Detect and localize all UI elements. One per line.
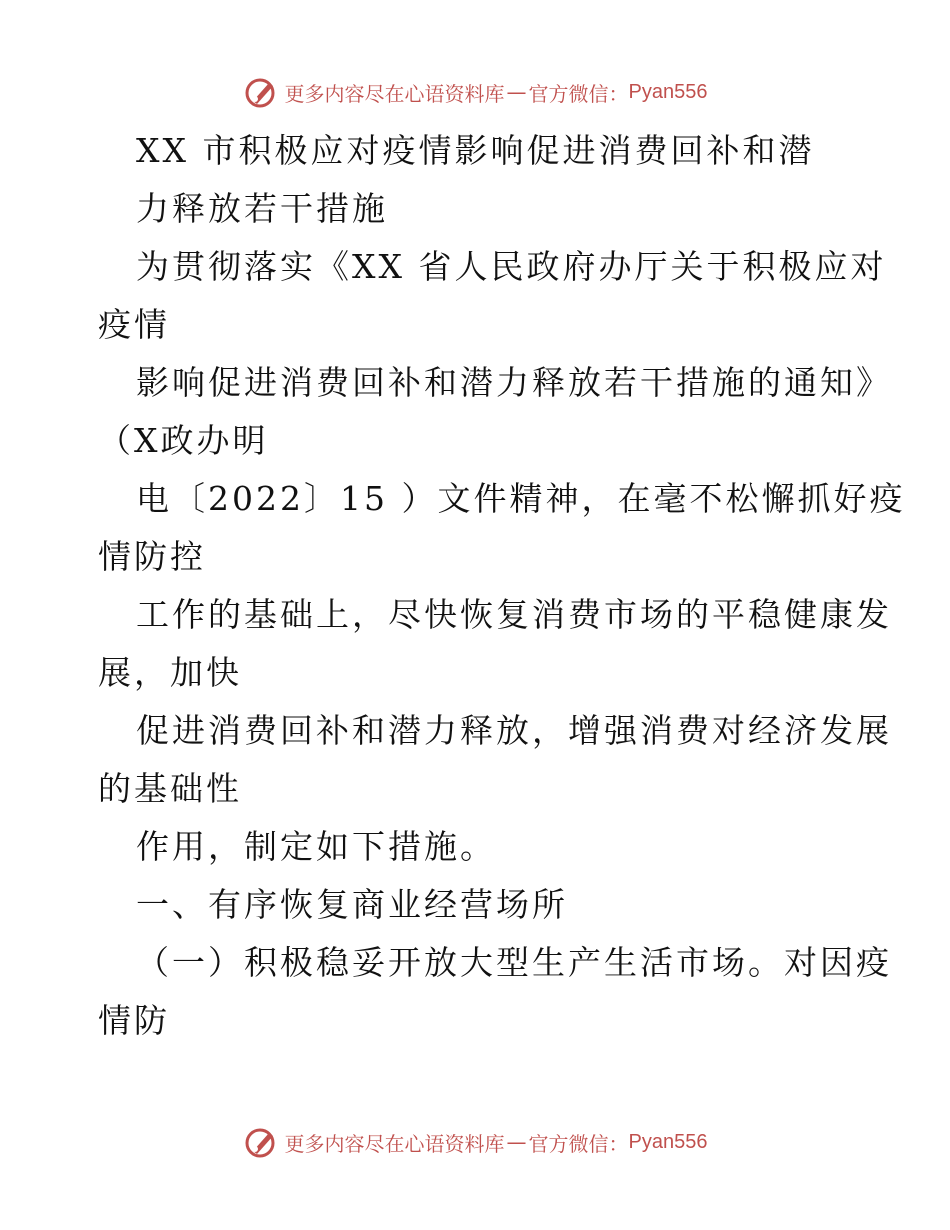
section-heading: 一、有序恢复商业经营场所 [136,885,568,924]
paragraph-line: 为贯彻落实《XX 省人民政府办厅关于积极应对 [136,247,887,286]
title-line-2: 力释放若干措施 [136,189,388,228]
title-line-1: XX 市积极应对疫情影响促进消费回补和潜 [136,131,815,170]
paragraph-line: 展，加快 [98,653,242,692]
pen-logo-icon [243,74,279,110]
pen-logo-icon [243,1124,279,1160]
watermark-label: 官方微信： [528,1131,629,1156]
watermark-id: Pyan556 [628,80,708,103]
paragraph-line: 情防 [98,1001,170,1040]
paragraph-line: 工作的基础上，尽快恢复消费市场的平稳健康发 [136,595,892,634]
paragraph-line: 影响促进消费回补和潜力释放若干措施的通知》 [136,363,892,402]
watermark-separator: — [506,1130,527,1154]
watermark-brand: 更多内容尽在心语资料库 [284,1131,505,1156]
paragraph-line: 促进消费回补和潜力释放，增强消费对经济发展 [136,711,892,750]
paragraph-line: 电〔2022〕15 ）文件精神，在毫不松懈抓好疫 [136,479,906,518]
watermark-separator: — [506,80,527,104]
header-watermark [0,74,950,110]
watermark-id: Pyan556 [628,1130,708,1153]
paragraph-line: 疫情 [98,305,170,344]
paragraph-line: （X政办明 [98,421,269,460]
watermark-brand: 更多内容尽在心语资料库 [284,81,505,106]
watermark-label: 官方微信： [528,81,629,106]
paragraph-line: 作用，制定如下措施。 [136,827,496,866]
footer-watermark [0,1124,950,1160]
paragraph-line: 的基础性 [98,769,242,808]
document-body [98,122,906,1050]
paragraph-line: （一）积极稳妥开放大型生产生活市场。对因疫 [136,943,892,982]
paragraph-line: 情防控 [98,537,206,576]
